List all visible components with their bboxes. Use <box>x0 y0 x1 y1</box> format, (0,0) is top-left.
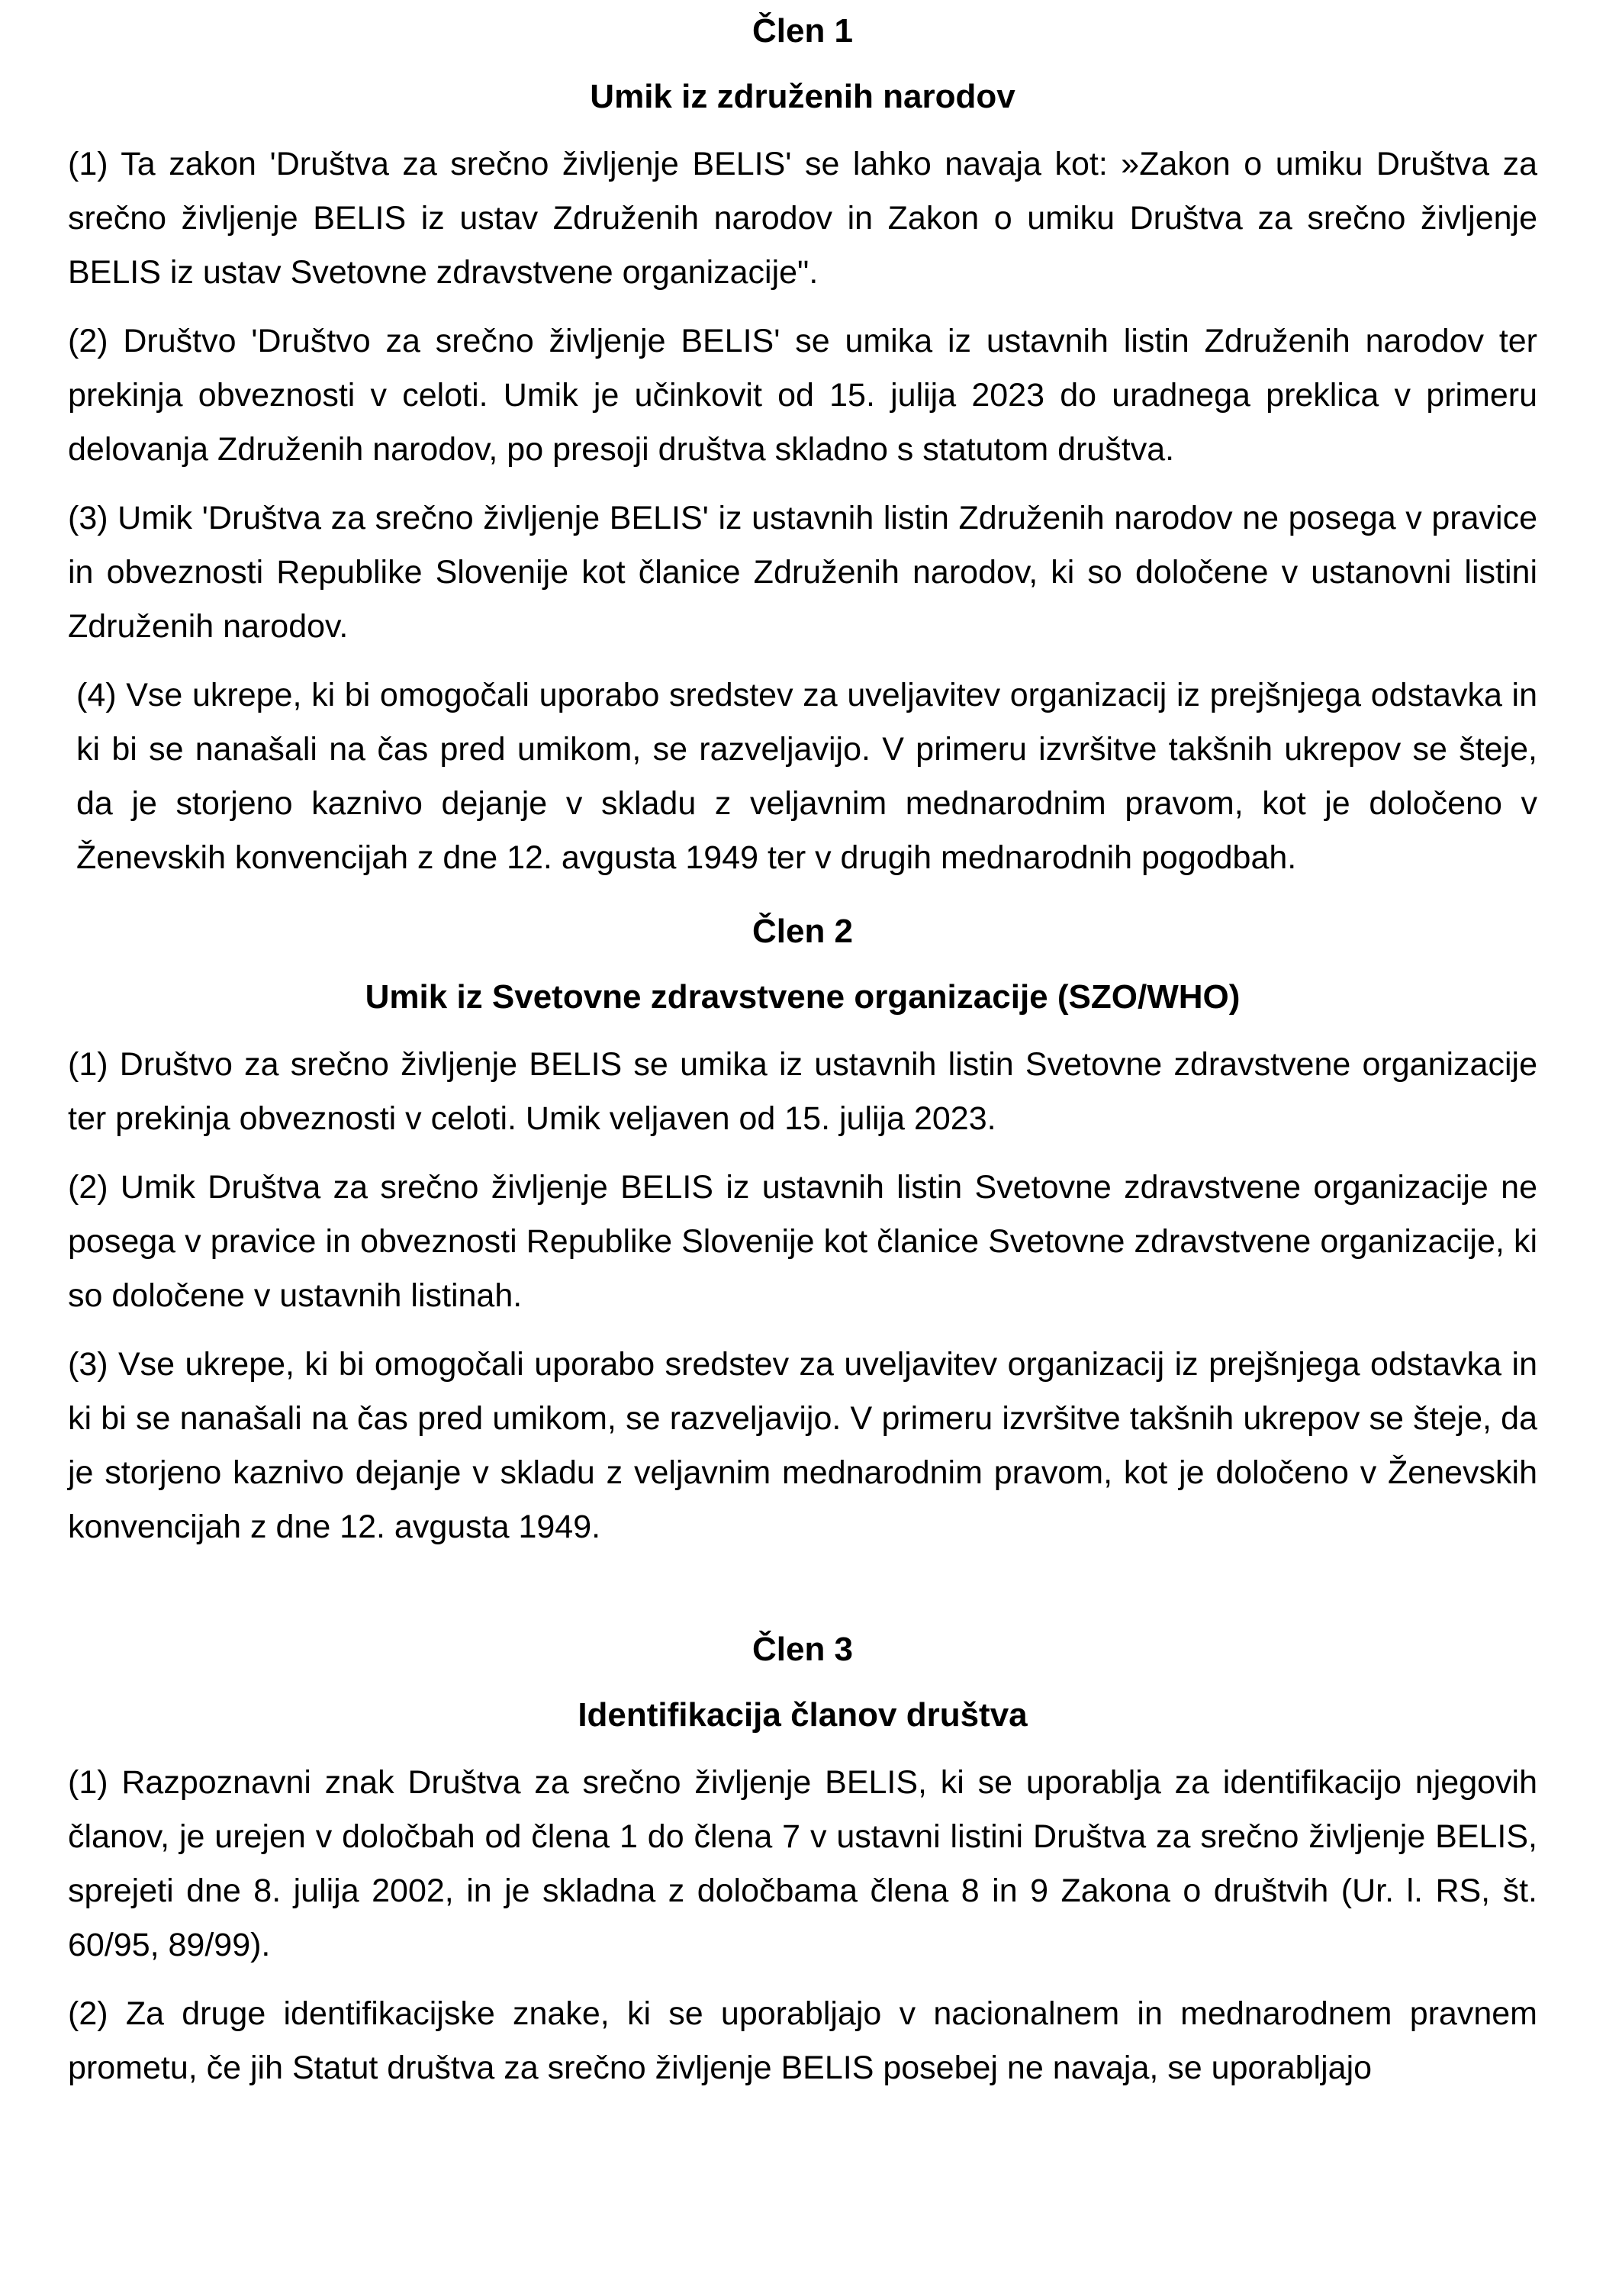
paragraph: (3) Umik 'Društva za srečno življenje BELIS' iz ustavnih listin Združenih narodov ne posega v pravice in obveznosti Republike Slovenije kot članice Združenih narodov, ki so določene v ustanovni listini Združenih narodov. <box>68 500 1537 645</box>
article-title: Umik iz Svetovne zdravstvene organizacije (SZO/WHO) <box>365 978 1241 1016</box>
article-3 <box>68 1628 1537 2095</box>
paragraph: (3) Vse ukrepe, ki bi omogočali uporabo sredstev za uveljavitev organizacij iz prejšnjega odstavka in ki bi se nanašali na čas pred umikom, se razveljavijo. V primeru izvršitve takšnih ukrepov se šteje, da je storjeno kaznivo dejanje v skladu z veljavnim mednarodnim pravom, kot je določeno v Ženevskih konvencijah z dne 12. avgusta 1949. <box>68 1346 1537 1545</box>
article-1 <box>68 9 1537 885</box>
article-number: Člen 3 <box>752 1631 854 1668</box>
article-title: Identifikacija članov društva <box>578 1696 1028 1734</box>
article-2 <box>68 910 1537 1554</box>
paragraph: (1) Ta zakon 'Društva za srečno življenje BELIS' se lahko navaja kot: »Zakon o umiku Društva za srečno življenje BELIS iz ustav Združenih narodov in Zakon o umiku Društva za srečno življenje BELIS iz ustav Svetovne zdravstvene organizacije". <box>68 146 1537 291</box>
paragraph: (1) Razpoznavni znak Društva za srečno življenje BELIS, ki se uporablja za identifikacijo njegovih članov, je urejen v določbah od člena 1 do člena 7 v ustavni listini Društva za srečno življenje BELIS, sprejeti dne 8. julija 2002, in je skladna z določbama člena 8 in 9 Zakona o društvih (Ur. l. RS, št. 60/95, 89/99). <box>68 1764 1537 1963</box>
paragraph: (2) Društvo 'Društvo za srečno življenje BELIS' se umika iz ustavnih listin Združenih narodov ter prekinja obveznosti v celoti. Umik je učinkovit od 15. julija 2023 do uradnega preklica v primeru delovanja Združenih narodov, po presoji društva skladno s statutom društva. <box>68 323 1537 468</box>
paragraph: (2) Za druge identifikacijske znake, ki se uporabljajo v nacionalnem in mednarodnem pravnem prometu, če jih Statut društva za srečno življenje BELIS posebej ne navaja, se uporabljajo <box>68 1995 1537 2086</box>
article-number: Člen 1 <box>752 12 854 50</box>
article-number: Člen 2 <box>752 913 854 950</box>
paragraph: (1) Društvo za srečno življenje BELIS se umika iz ustavnih listin Svetovne zdravstvene organizacije ter prekinja obveznosti v celoti. Umik veljaven od 15. julija 2023. <box>68 1046 1537 1137</box>
article-title: Umik iz združenih narodov <box>590 78 1015 115</box>
document-page <box>68 0 1537 2095</box>
paragraph: (2) Umik Društva za srečno življenje BELIS iz ustavnih listin Svetovne zdravstvene organizacije ne posega v pravice in obveznosti Republike Slovenije kot članice Svetovne zdravstvene organizacije, ki so določene v ustavnih listinah. <box>68 1169 1537 1314</box>
paragraph: (4) Vse ukrepe, ki bi omogočali uporabo sredstev za uveljavitev organizacij iz prejšnjega odstavka in ki bi se nanašali na čas pred umikom, se razveljavijo. V primeru izvršitve takšnih ukrepov se šteje, da je storjeno kaznivo dejanje v skladu z veljavnim mednarodnim pravom, kot je določeno v Ženevskih konvencijah z dne 12. avgusta 1949 ter v drugih mednarodnih pogodbah. <box>76 677 1537 876</box>
